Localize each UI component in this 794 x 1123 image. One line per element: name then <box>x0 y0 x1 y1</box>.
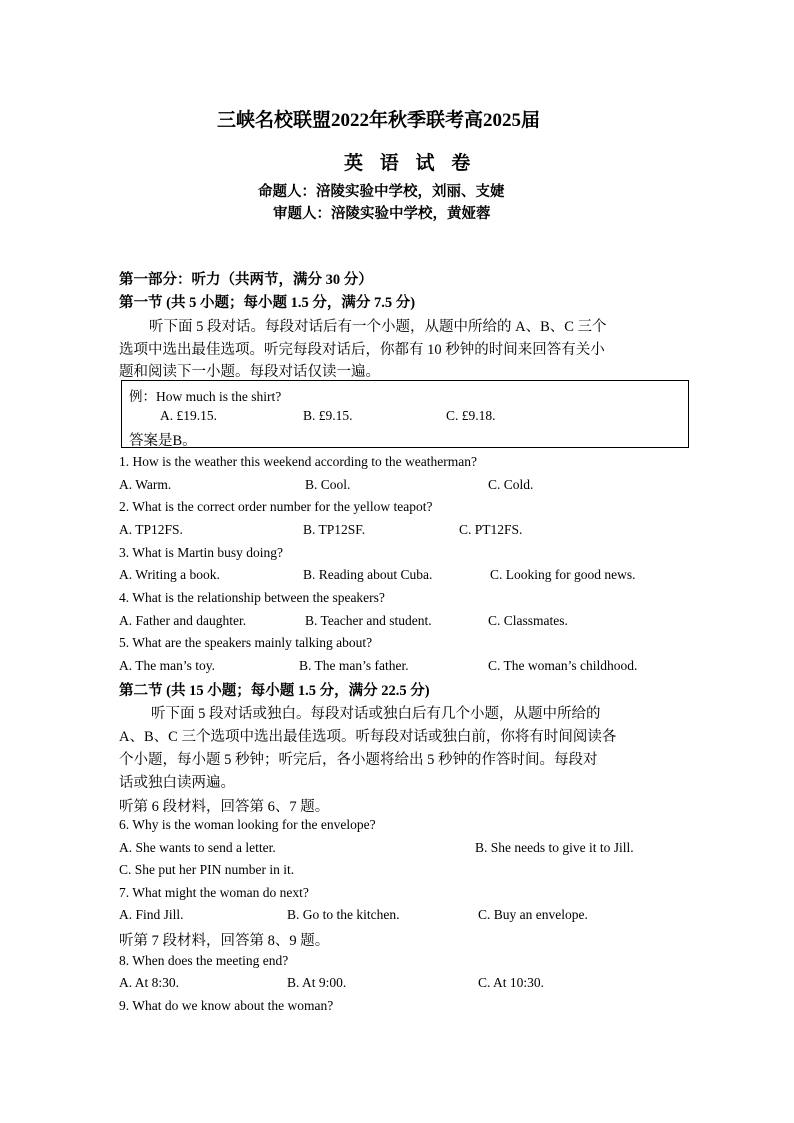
question-1: 1. How is the weather this weekend according to the weatherman? <box>119 454 477 469</box>
question-3: 3. What is Martin busy doing? <box>119 545 283 560</box>
section2-instruction-line: 个小题，每小题 5 秒钟；听完后，各小题将给出 5 秒钟的作答时间。每段对 <box>119 752 598 768</box>
question-8: 8. When does the meeting end? <box>119 953 289 968</box>
example-option-b: B. £9.15. <box>303 408 353 423</box>
question-3-option-a: A. Writing a book. <box>119 567 220 582</box>
question-6-option-c: C. She put her PIN number in it. <box>119 862 295 877</box>
example-option-a: A. £19.15. <box>160 408 217 423</box>
section2-instruction-line: A、B、C 三个选项中选出最佳选项。听每段对话或独白前，你将有时间阅读各 <box>119 729 617 745</box>
material-7-note: 听第 7 段材料，回答第 8、9 题。 <box>119 933 330 949</box>
question-2: 2. What is the correct order number for the yellow teapot? <box>119 499 433 514</box>
question-1-option-a: A. Warm. <box>119 477 172 492</box>
question-7-option-b: B. Go to the kitchen. <box>287 907 400 922</box>
material-6-note: 听第 6 段材料，回答第 6、7 题。 <box>119 799 330 815</box>
section1-instruction-line: 题和阅读下一小题。每段对话仅读一遍。 <box>119 364 380 380</box>
question-6: 6. Why is the woman looking for the envelope? <box>119 817 376 832</box>
question-8-option-a: A. At 8:30. <box>119 975 180 990</box>
question-5-option-c: C. The woman’s childhood. <box>488 658 638 673</box>
exam-subtitle: 英 语 试 卷 <box>344 153 477 174</box>
section1-instruction-line: 选项中选出最佳选项。听完每段对话后，你都有 10 秒钟的时间来回答有关小 <box>119 342 605 358</box>
question-5-option-b: B. The man’s father. <box>299 658 409 673</box>
exam-title: 三峡名校联盟2022年秋季联考高2025届 <box>217 110 541 131</box>
question-1-option-c: C. Cold. <box>488 477 534 492</box>
question-4-option-a: A. Father and daughter. <box>119 613 247 628</box>
question-4-option-b: B. Teacher and student. <box>305 613 432 628</box>
question-5-option-a: A. The man’s toy. <box>119 658 215 673</box>
example-option-c: C. £9.18. <box>446 408 496 423</box>
section2-instruction-line: 听下面 5 段对话或独白。每段对话或独白后有几个小题，从题中所给的 <box>151 706 601 722</box>
question-6-option-b: B. She needs to give it to Jill. <box>475 840 634 855</box>
example-question: 例：How much is the shirt? <box>129 389 282 404</box>
question-5: 5. What are the speakers mainly talking about? <box>119 635 373 650</box>
section2-heading: 第二节 (共 15 小题；每小题 1.5 分，满分 22.5 分) <box>119 683 430 699</box>
question-6-option-a: A. She wants to send a letter. <box>119 840 276 855</box>
author-line: 命题人：涪陵实验中学校，刘丽、支婕 <box>258 184 505 200</box>
question-4-option-c: C. Classmates. <box>488 613 568 628</box>
section1-instruction-line: 听下面 5 段对话。每段对话后有一个小题，从题中所给的 A、B、C 三个 <box>149 319 607 335</box>
part1-heading: 第一部分：听力（共两节，满分 30 分） <box>119 272 373 288</box>
question-9: 9. What do we know about the woman? <box>119 998 334 1013</box>
question-8-option-c: C. At 10:30. <box>478 975 545 990</box>
question-4: 4. What is the relationship between the speakers? <box>119 590 385 605</box>
section1-heading: 第一节 (共 5 小题；每小题 1.5 分，满分 7.5 分) <box>119 295 416 311</box>
question-7: 7. What might the woman do next? <box>119 885 309 900</box>
question-2-option-c: C. PT12FS. <box>459 522 523 537</box>
question-7-option-c: C. Buy an envelope. <box>478 907 588 922</box>
section2-instruction-line: 话或独白读两遍。 <box>119 775 235 791</box>
question-3-option-b: B. Reading about Cuba. <box>303 567 433 582</box>
question-3-option-c: C. Looking for good news. <box>490 567 636 582</box>
question-2-option-b: B. TP12SF. <box>303 522 366 537</box>
question-7-option-a: A. Find Jill. <box>119 907 184 922</box>
question-2-option-a: A. TP12FS. <box>119 522 183 537</box>
question-8-option-b: B. At 9:00. <box>287 975 347 990</box>
reviewer-line: 审题人：涪陵实验中学校，黄娅蓉 <box>273 206 491 222</box>
example-answer: 答案是B。 <box>129 433 197 449</box>
question-1-option-b: B. Cool. <box>305 477 351 492</box>
